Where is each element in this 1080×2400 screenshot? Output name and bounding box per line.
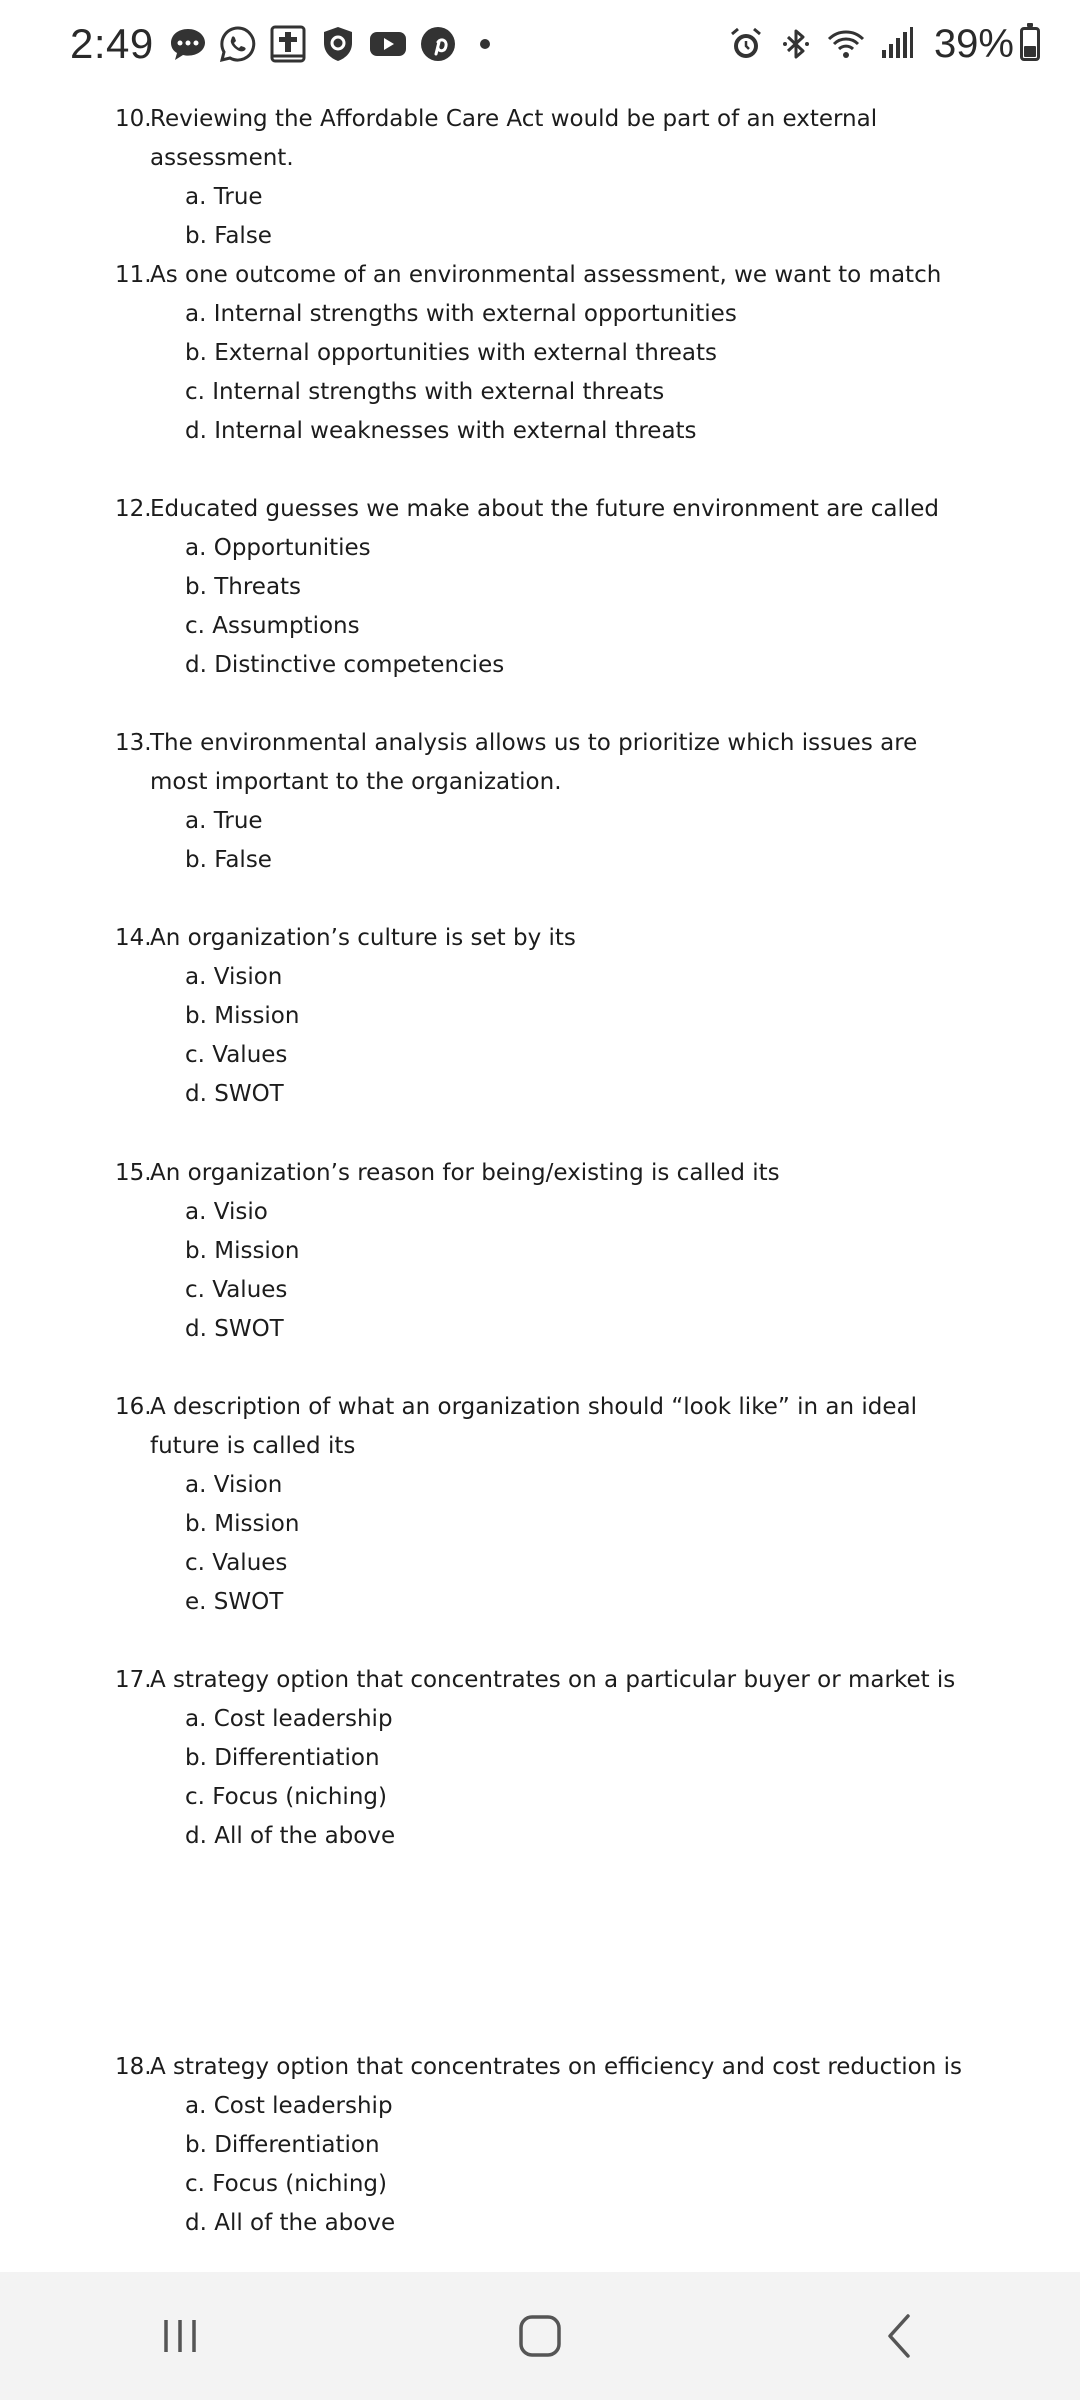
status-bar [0,0,1080,88]
option-c: c. Values [185,1042,288,1068]
question-13 [115,724,965,880]
more-notifications-icon [480,39,490,49]
battery-icon [1020,27,1040,61]
option-d: d. Internal weaknesses with external threats [185,418,697,444]
question-number: 18. [115,2054,152,2080]
document-page[interactable] [0,88,1080,2272]
question-18 [115,2048,965,2243]
option-a: a. Internal strengths with external opportunities [185,301,737,327]
options-list [115,1466,965,1622]
option-b: b. False [185,223,272,249]
option-c: c. Assumptions [185,613,360,639]
option-a: a. Opportunities [185,535,371,561]
messages-icon [168,24,208,64]
option-c: c. Focus (niching) [185,1784,387,1810]
options-list [115,1193,965,1349]
question-text: A description of what an organization should “look like” in an ideal future is called its [150,1394,917,1459]
option-d: d. All of the above [185,2210,396,2236]
question-text: Reviewing the Affordable Care Act would be part of an external assessment. [150,106,878,171]
home-icon [510,2306,570,2366]
question-10 [115,100,965,256]
question-number: 10. [115,106,152,132]
option-a: a. Cost leadership [185,1706,393,1732]
back-button[interactable] [850,2286,950,2386]
option-d: d. SWOT [185,1316,284,1342]
question-text: The environmental analysis allows us to prioritize which issues are most important to the organization. [150,730,918,795]
option-b: b. Threats [185,574,302,600]
option-b: b. False [185,847,272,873]
question-text: A strategy option that concentrates on efficiency and cost reduction is [150,2054,962,2080]
option-b: b. External opportunities with external threats [185,340,718,366]
option-a: a. True [185,184,263,210]
home-button[interactable] [490,2286,590,2386]
wifi-icon [826,24,866,64]
whatsapp-icon [218,24,258,64]
bluetooth-icon [776,24,816,64]
option-b: b. Differentiation [185,1745,380,1771]
back-icon [870,2306,930,2366]
alarm-icon [726,24,766,64]
options-list [115,178,965,256]
option-c: c. Focus (niching) [185,2171,387,2197]
option-d: d. SWOT [185,1081,284,1107]
question-number: 16. [115,1394,152,1420]
option-c: c. Internal strengths with external threats [185,379,665,405]
option-a: a. Vision [185,1472,283,1498]
question-number: 17. [115,1667,152,1693]
question-number: 13. [115,730,152,756]
option-d: d. Distinctive competencies [185,652,505,678]
question-number: 11. [115,262,152,288]
youtube-icon [368,24,408,64]
options-list [115,802,965,880]
question-11 [115,256,965,451]
pinterest-icon [418,24,458,64]
options-list [115,295,965,451]
option-d: d. All of the above [185,1823,396,1849]
question-text: As one outcome of an environmental assessment, we want to match [150,262,942,288]
recents-button[interactable] [130,2286,230,2386]
question-number: 14. [115,925,152,951]
question-text: An organization’s reason for being/existing is called its [150,1160,780,1186]
question-15 [115,1154,965,1349]
bible-app-icon [268,24,308,64]
recents-icon [150,2306,210,2366]
status-time: 2:49 [70,20,154,67]
question-16 [115,1388,965,1622]
options-list [115,2087,965,2243]
signal-icon [876,24,916,64]
option-a: a. True [185,808,263,834]
status-right [726,22,1040,67]
option-a: a. Vision [185,964,283,990]
question-number: 12. [115,496,152,522]
battery-percent: 39% [933,21,1014,66]
question-17 [115,1661,965,1856]
shield-app-icon [318,24,358,64]
option-a: a. Cost leadership [185,2093,393,2119]
question-14 [115,919,965,1114]
option-b: b. Mission [185,1238,300,1264]
options-list [115,958,965,1114]
option-b: b. Differentiation [185,2132,380,2158]
options-list [115,529,965,685]
question-text: A strategy option that concentrates on a particular buyer or market is [150,1667,956,1693]
option-b: b. Mission [185,1511,300,1537]
option-c: c. Values [185,1550,288,1576]
option-a: a. Visio [185,1199,268,1225]
battery-level [1024,46,1036,57]
option-e: e. SWOT [185,1589,284,1615]
question-number: 15. [115,1160,152,1186]
question-12 [115,490,965,685]
question-text: An organization’s culture is set by its [150,925,576,951]
option-b: b. Mission [185,1003,300,1029]
navigation-bar [0,2272,1080,2400]
question-text: Educated guesses we make about the future environment are called [150,496,939,522]
status-left [70,20,490,68]
options-list [115,1700,965,1856]
option-c: c. Values [185,1277,288,1303]
